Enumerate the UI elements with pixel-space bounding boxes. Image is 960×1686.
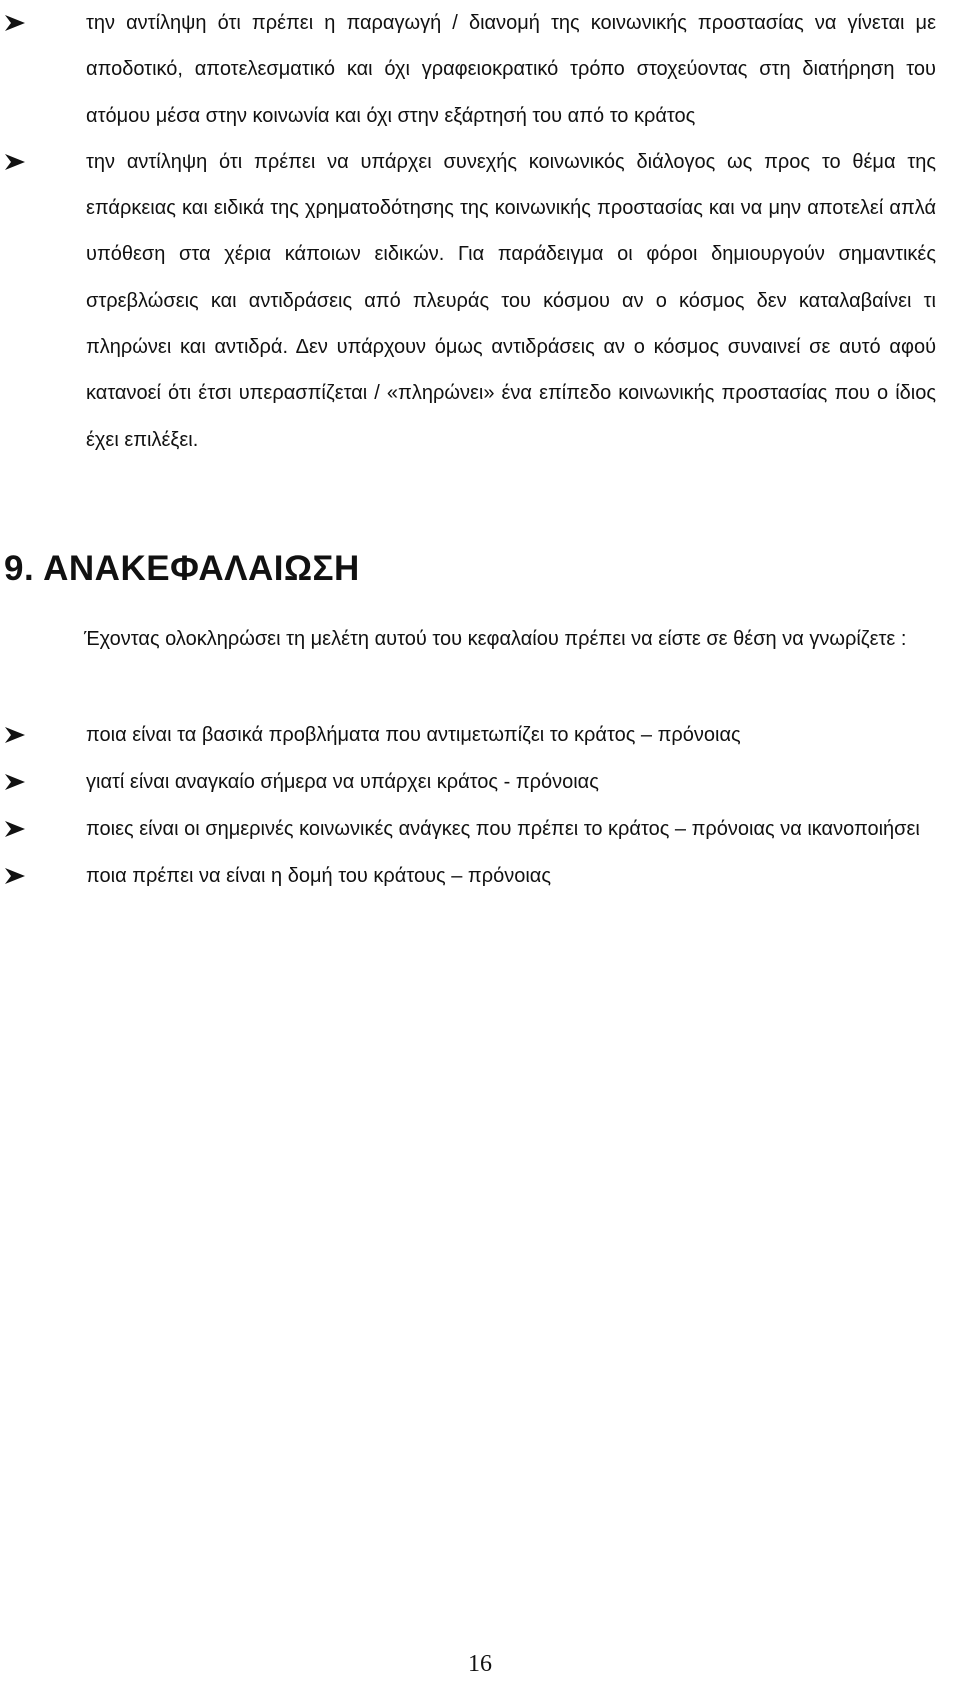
page-number: 16 — [468, 1651, 492, 1677]
list-item — [0, 712, 936, 759]
summary-bullet-list — [0, 712, 960, 900]
bullet-text: ποιες είναι οι σημερινές κοινωνικές ανάγκες που πρέπει το κράτος – πρόνοιας να ικανοποιήσει — [86, 818, 920, 840]
bullet-text: ποια πρέπει να είναι η δομή του κράτους – πρόνοιας — [86, 865, 551, 887]
section-heading: 9. ΑΝΑΚΕΦΑΛΑΙΩΣΗ — [4, 549, 360, 588]
bullet-text: την αντίληψη ότι πρέπει η παραγωγή / διανομή της κοινωνικής προστασίας να γίνεται με αποδοτικό, αποτελεσματικό και όχι γραφειοκρατικό τρόπο στοχεύοντας στη διατήρηση του ατόμου μέσα στην κοινωνία και όχι στην εξάρτησή του από το κράτος — [86, 12, 936, 127]
arrow-bullet-icon — [4, 773, 26, 791]
top-bullet-list — [0, 0, 960, 463]
list-item — [0, 806, 936, 853]
list-item — [0, 0, 936, 139]
arrow-bullet-icon — [4, 726, 26, 744]
list-item — [0, 759, 936, 806]
list-item — [0, 139, 936, 463]
arrow-bullet-icon — [4, 14, 26, 32]
arrow-bullet-icon — [4, 867, 26, 885]
bullet-text: γιατί είναι αναγκαίο σήμερα να υπάρχει κράτος - πρόνοιας — [86, 771, 599, 793]
bullet-text: την αντίληψη ότι πρέπει να υπάρχει συνεχής κοινωνικός διάλογος ως προς το θέμα της επάρκειας και ειδικά της χρηματοδότησης της κοινωνικής προστασίας και να μην αποτελεί απλά υπόθεση στα χέρια κάποιων ειδικών. Για παράδειγμα οι φόροι δημιουργούν σημαντικές στρεβλώσεις και αντιδράσεις από πλευράς του κόσμου αν ο κόσμος δεν καταλαβαίνει τι πληρώνει και αντιδρά. Δεν υπάρχουν όμως αντιδράσεις αν ο κόσμος συναινεί σε αυτό αφού κατανοεί ότι έτσι υπερασπίζεται / «πληρώνει» ένα επίπεδο κοινωνικής προστασίας που ο ίδιος έχει επιλέξει. — [86, 150, 936, 451]
bullet-text: ποια είναι τα βασικά προβλήματα που αντιμετωπίζει το κράτος – πρόνοιας — [86, 724, 741, 746]
section-intro: Έχοντας ολοκληρώσει τη μελέτη αυτού του κεφαλαίου πρέπει να είστε σε θέση να γνωρίζετε : — [84, 628, 907, 650]
arrow-bullet-icon — [4, 820, 26, 838]
arrow-bullet-icon — [4, 153, 26, 171]
list-item — [0, 853, 936, 900]
